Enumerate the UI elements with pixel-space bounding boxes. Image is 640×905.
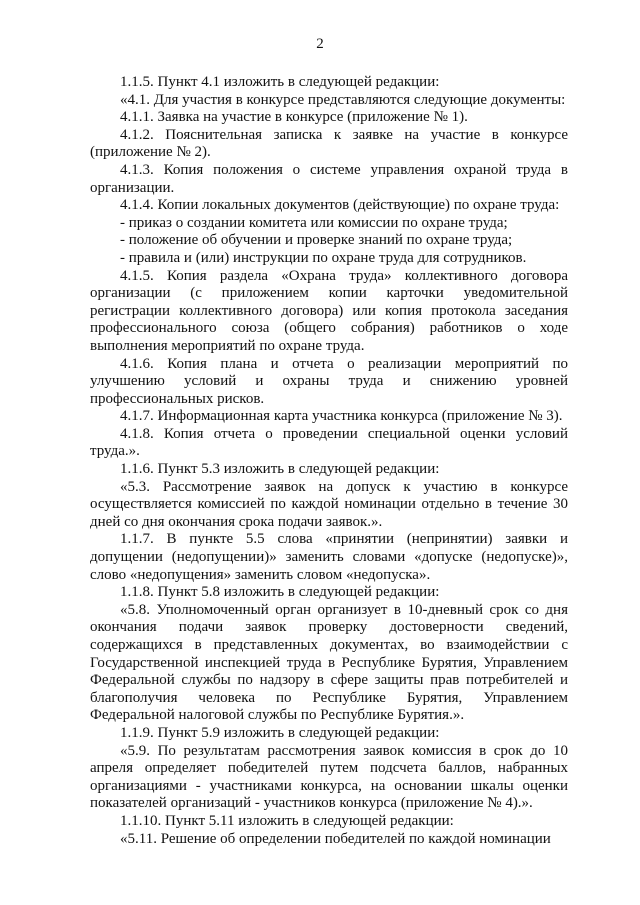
paragraph: «5.9. По результатам рассмотрения заявок комиссия в срок до 10 апреля определяет победителей путем подсчета баллов, набранных организациями - участниками конкурса, на основании шкалы оценки показателей организаций - участников конкурса (приложение № 4).». [90,742,568,812]
paragraph: 1.1.8. Пункт 5.8 изложить в следующей редакции: [120,584,440,601]
page-number: 2 [316,36,324,52]
document-body [90,74,568,848]
list-item: - положение об обучении и проверке знаний по охране труда; [120,232,513,249]
paragraph: 1.1.5. Пункт 4.1 изложить в следующей редакции: [120,74,440,90]
paragraph: 4.1.5. Копия раздела «Охрана труда» коллективного договора организации (с приложением копии карточки уведомительной регистрации коллективного договора) или копия протокола заседания профессионального союза (общего собрания) работников о ходе выполнения мероприятий по охране труда. [90,267,568,354]
paragraph: 4.1.3. Копия положения о системе управления охраной труда в организации. [90,161,568,196]
paragraph: 1.1.6. Пункт 5.3 изложить в следующей редакции: [120,461,440,478]
paragraph: «4.1. Для участия в конкурсе представляются следующие документы: [120,91,566,108]
paragraph: 4.1.6. Копия плана и отчета о реализации мероприятий по улучшению условий и охраны труда и снижению уровней профессиональных рисков. [90,355,568,407]
paragraph: 4.1.8. Копия отчета о проведении специальной оценки условий труда.». [90,425,568,460]
list-item: - правила и (или) инструкции по охране труда для сотрудников. [120,249,527,266]
paragraph: 4.1.7. Информационная карта участника конкурса (приложение № 3). [120,408,563,425]
paragraph: 4.1.2. Пояснительная записка к заявке на участие в конкурсе (приложение № 2). [90,126,568,161]
paragraph: 1.1.7. В пункте 5.5 слова «принятии (непринятии) заявки и допущении (недопущении)» заменить словами «допуске (недопуске)», слово «недопущения» заменить словом «недопуска». [90,531,568,583]
paragraph: «5.8. Уполномоченный орган организует в 10-дневный срок со дня окончания подачи заявок проверку достоверности сведений, содержащихся в представленных документах, во взаимодействии с Государственной инспекцией труда в Республике Бурятия, Управлением Федеральной службы по надзору в сфере защиты прав потребителей и благополучия человека по Республике Бурятия, Управлением Федеральной налоговой службы по Республике Бурятия.». [90,601,568,724]
list-item: - приказ о создании комитета или комиссии по охране труда; [120,214,508,231]
paragraph: 4.1.4. Копии локальных документов (действующие) по охране труда: [120,197,560,214]
paragraph: «5.11. Решение об определении победителей по каждой номинации [120,830,551,847]
paragraph: «5.3. Рассмотрение заявок на допуск к участию в конкурсе осуществляется комиссией по каждой номинации отдельно в течение 30 дней со дня окончания срока подачи заявок.». [90,478,568,530]
paragraph: 4.1.1. Заявка на участие в конкурсе (приложение № 1). [120,109,468,126]
paragraph: 1.1.10. Пункт 5.11 изложить в следующей редакции: [120,812,454,829]
paragraph: 1.1.9. Пункт 5.9 изложить в следующей редакции: [120,724,440,741]
